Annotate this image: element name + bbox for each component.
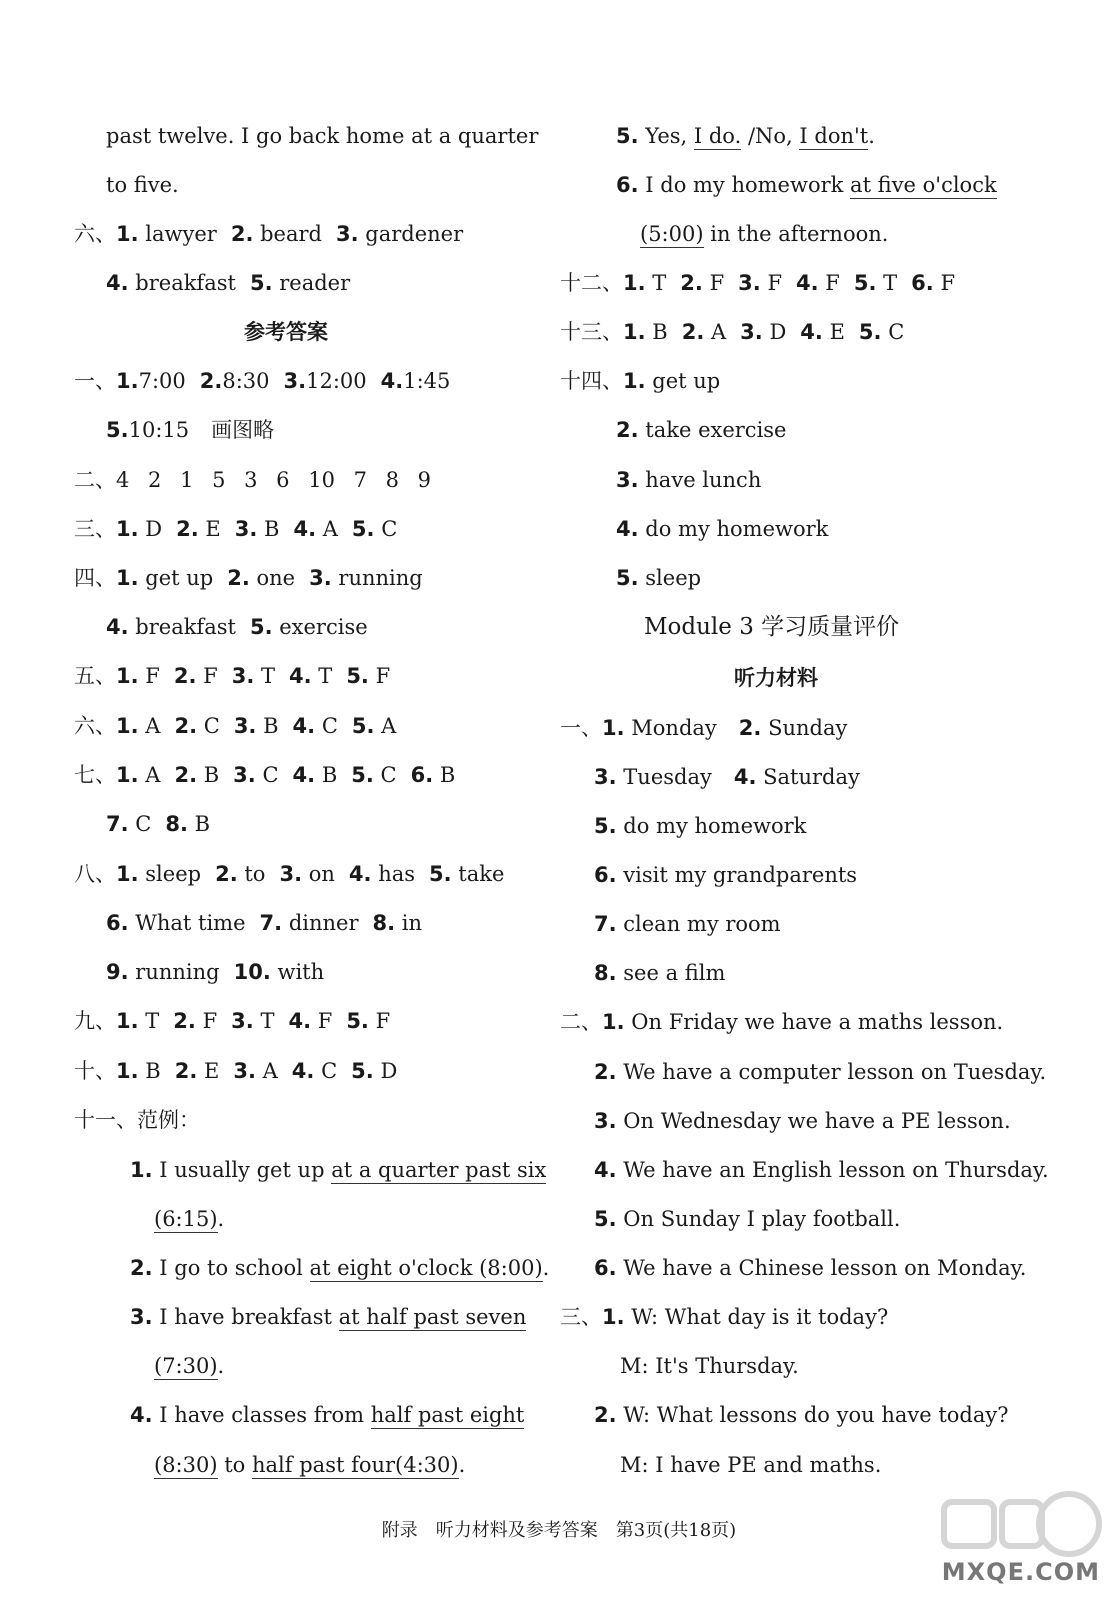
watermark-text: MXQE.COM (941, 1558, 1100, 1586)
dialogue-line: 2. W: What lessons do you have today? (594, 1403, 1009, 1427)
answer-line: 5. Yes, I do. /No, I don't. (616, 124, 875, 148)
answer-line: (5:00) in the afternoon. (640, 222, 889, 246)
listening-2-line: 6. We have a Chinese lesson on Monday. (594, 1256, 1027, 1280)
answer-7-line: 7. C 8. B (106, 812, 211, 836)
answer-14-line: 4. do my homework (616, 517, 829, 541)
answer-4-line: 四、1. get up 2. one 3. running (74, 566, 423, 590)
module-title: Module 3 学习质量评价 (644, 614, 900, 640)
answer-7-line: 七、1. A 2. B 3. C 4. B 5. C 6. B (74, 763, 456, 787)
listening-1-line: 7. clean my room (594, 912, 781, 936)
example-sentence: (8:30) to half past four(4:30). (154, 1453, 466, 1477)
answer-8-line: 八、1. sleep 2. to 3. on 4. has 5. take (74, 862, 505, 886)
example-sentence: (7:30). (154, 1354, 225, 1378)
answer-9-line: 九、1. T 2. F 3. T 4. F 5. F (74, 1009, 391, 1033)
listening-1-line: 5. do my homework (594, 814, 807, 838)
answer-11-tag: 十一、范例： (74, 1108, 200, 1132)
answer-1-line: 一、1.7:00 2.8:30 3.12:00 4.1:45 (74, 369, 451, 393)
listening-2-line: 4. We have an English lesson on Thursday. (594, 1158, 1049, 1182)
answer-1-line: 5.10:15 画图略 (106, 418, 275, 442)
continuation-line: past twelve. I go back home at a quarter (106, 124, 539, 148)
answer-2-line: 二、4 2 1 5 3 6 10 7 8 9 (74, 468, 432, 492)
example-sentence: 2. I go to school at eight o'clock (8:00). (130, 1256, 550, 1280)
listening-heading: 听力材料 (734, 666, 818, 690)
answer-8-line: 9. running 10. with (106, 960, 325, 984)
example-sentence: (6:15). (154, 1207, 225, 1231)
listening-1-line: 3. Tuesday 4. Saturday (594, 765, 860, 789)
answer-8-line: 6. What time 7. dinner 8. in (106, 911, 423, 935)
dialogue-line: M: It's Thursday. (620, 1354, 799, 1378)
answer-14-line: 3. have lunch (616, 468, 762, 492)
dialogue-line: M: I have PE and maths. (620, 1453, 882, 1477)
dialogue-line: 三、1. W: What day is it today? (560, 1305, 889, 1329)
example-sentence: 3. I have breakfast at half past seven (130, 1305, 527, 1329)
answer-10-line: 十、1. B 2. E 3. A 4. C 5. D (74, 1059, 398, 1083)
listening-2-line: 3. On Wednesday we have a PE lesson. (594, 1109, 1011, 1133)
listening-1-line: 一、1. Monday 2. Sunday (560, 716, 848, 740)
listening-2-line: 2. We have a computer lesson on Tuesday. (594, 1060, 1047, 1084)
answer-heading: 参考答案 (244, 320, 328, 344)
answer-14-line: 5. sleep (616, 566, 702, 590)
listening-2-line: 5. On Sunday I play football. (594, 1207, 901, 1231)
answer-14-line: 十四、1. get up (560, 369, 721, 393)
answer-12-line: 十二、1. T 2. F 3. F 4. F 5. T 6. F (560, 271, 956, 295)
answer-14-line: 2. take exercise (616, 418, 787, 442)
answer-6-line: 六、1. A 2. C 3. B 4. C 5. A (74, 714, 397, 738)
listening-1-line: 8. see a film (594, 961, 726, 985)
answer-13-line: 十三、1. B 2. A 3. D 4. E 5. C (560, 320, 905, 344)
answer-3-line: 三、1. D 2. E 3. B 4. A 5. C (74, 517, 398, 541)
page-footer: 附录 听力材料及参考答案 第3页(共18页) (381, 1520, 737, 1541)
answer-4-line: 4. breakfast 5. exercise (106, 615, 368, 639)
section-tag: 六、 (74, 222, 116, 246)
listening-2-line: 二、1. On Friday we have a maths lesson. (560, 1010, 1004, 1034)
example-sentence: 1. I usually get up at a quarter past six (130, 1158, 547, 1182)
answer-line: 6. I do my homework at five o'clock (616, 173, 997, 197)
continuation-line: to five. (106, 173, 179, 197)
example-sentence: 4. I have classes from half past eight (130, 1403, 525, 1427)
section-6-line: 4. breakfast 5. reader (106, 271, 351, 295)
answer-5-line: 五、1. F 2. F 3. T 4. T 5. F (74, 664, 391, 688)
listening-1-line: 6. visit my grandparents (594, 863, 858, 887)
section-6-line: 六、1. lawyer 2. beard 3. gardener (74, 222, 464, 246)
